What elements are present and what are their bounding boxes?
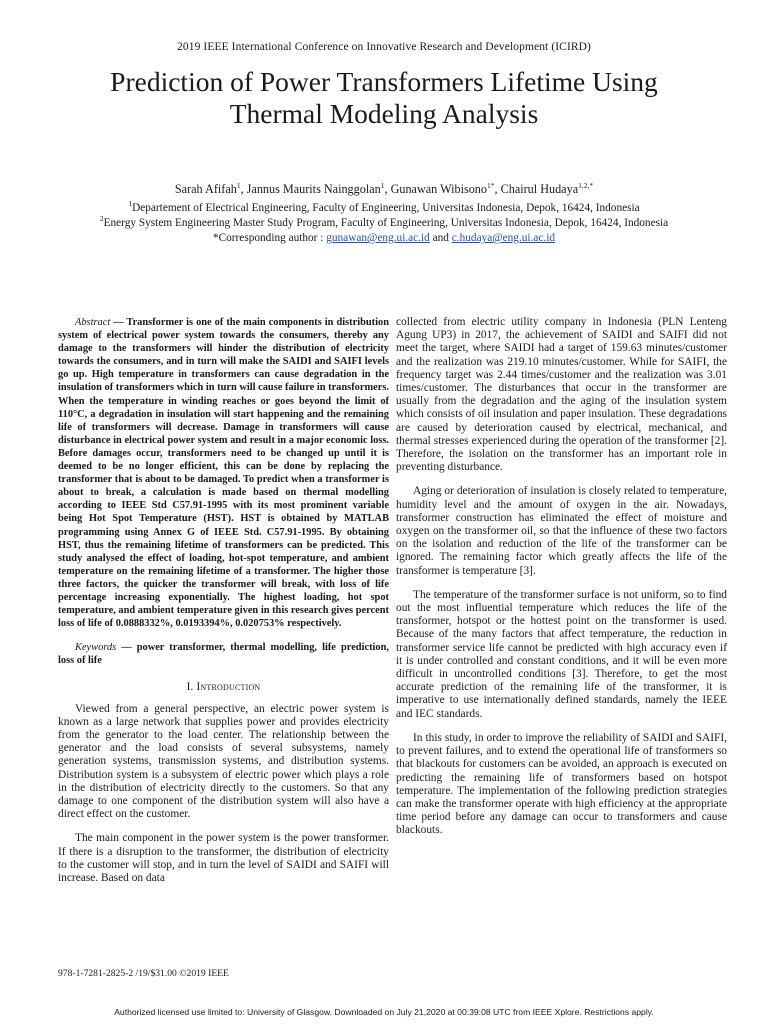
right-column	[396, 316, 727, 838]
corresponding-prefix: *Corresponding author :	[212, 232, 327, 244]
body-paragraph: Viewed from a general perspective, an electric power system is known as a large network that supplies power and provides electricity from the generator to the load center. The relationship between the generator and the load consists of several subsystems, namely generation systems, transmission systems, and distribution systems. Distribution system is a subsystem of electric power which plays a role in the distribution of electricity directly to the customers. So that any damage to one component of the distribution system will also have a direct effect on the customer.	[58, 702, 389, 821]
author-sup: 1,2,*	[578, 180, 594, 190]
affiliation-sup: 1	[128, 199, 133, 209]
body-paragraph: Aging or deterioration of insulation is closely related to temperature, humidity level and the amount of oxygen in the air. Nowadays, transformer construction has eliminated the effect of moisture and oxygen on the transformer oil, so that the influence of these two factors on the isolation and reduction of the life of the transformer can be ignored. The remaining factor which greatly affects the life of the transformer is temperature [3].	[396, 485, 727, 577]
corresponding-and: and	[429, 232, 452, 244]
conference-header: 2019 IEEE International Conference on Innovative Research and Development (ICIRD)	[177, 41, 591, 53]
affiliation-1	[0, 201, 768, 215]
body-paragraph: The main component in the power system is the power transformer. If there is a disruption to the transformer, the distribution of electricity to the customer will stop, and in turn the level of SAIDI and SAIFI will increase. Based on data	[58, 832, 389, 885]
corresponding-author	[0, 231, 768, 245]
author-name: Sarah Afifah	[174, 182, 237, 196]
left-column	[58, 316, 389, 885]
abstract-label: Abstract	[75, 317, 111, 328]
affiliation-sup: 2	[99, 214, 104, 224]
author-name: Chairul Hudaya	[500, 182, 579, 196]
author-list: Sarah Afifah$^1$, Jannus Maurits Nainggolan$^1$, Gunawan Wibisono$^{1*}$, Chairul Hudaya$^{1,2,*}$	[174, 180, 594, 196]
email-link-1[interactable]: gunawan@eng.ui.ac.id	[326, 232, 430, 244]
keywords	[58, 641, 389, 667]
affiliation-text: Departement of Electrical Engineering, Faculty of Engineering, Universitas Indonesia, Depok, 16424, Indonesia	[132, 202, 640, 214]
keywords-text: — power transformer, thermal modelling, life prediction, loss of life	[58, 642, 389, 667]
abstract-text: — Transformer is one of the main components in distribution system of electrical power system towards the consumers, thereby any damage to the transformers will hinder the distribution of electricity towards the consumers, and in turn will make the SAIDI and SAIFI levels go up. High temperature in transformers can cause degradation in the insulation of transformers which in turn will cause failure in transformers. When the temperature in winding reaches or goes beyond the limit of 110°C, a degradation in insulation will start happening and the remaining life of transformers will decrease. Damage in transformers will cause disturbance in electrical power system and result in a major economic loss. Before damages occur, transformers need to be changed up until it is deemed to be no longer efficient, this can be done by replacing the transformer that is about to be damaged. To predict when a transformer is about to break, a calculation is made based on thermal modelling according to IEEE Std C57.91-1995 with its most prominent variable being Hot Spot Temperature (HST). HST is obtained by MATLAB programming using Annex G of IEEE Std. C57.91-1995. By obtaining HST, thus the remaining lifetime of transformers can be predicted. This study analysed the effect of loading, hot-spot temperature, and ambient temperature on the remaining lifetime of a transformer. The higher those three factors, the quicker the transformer will break, with loss of life percentage increasing exponentially. The highest loading, hot spot temperature, and ambient temperature given in this research gives percent loss of life of 0.0888332%, 0.0193394%, 0.020753% respectively.	[58, 317, 389, 630]
body-paragraph: collected from electric utility company in Indonesia (PLN Lenteng Agung UP3) in 2017, the achievement of SAIDI and SAIFI did not meet the target, where SAIDI had a target of 159.63 minutes/customer and the realization was 219.10 minutes/customer. While for SAIFI, the frequency target was 2.44 times/customer and the realization was 3.01 times/customer. The disturbances that occur in the transformer are usually from the degradation and the aging of the insulation system which consists of oil insulation and paper insulation. These degradations are caused by deterioration caused by electrical, mechanical, and thermal stresses experienced during the operation of the transformer [2]. Therefore, the isolation on the transformer has an important role in preventing disturbance.	[396, 316, 727, 474]
email-link-2[interactable]: c.hudaya@eng.ui.ac.id	[451, 232, 556, 244]
affiliation-text: Energy System Engineering Master Study Program, Faculty of Engineering, Universitas Indonesia, Depok, 16424, Indonesia	[103, 217, 669, 229]
author-sup: 1	[380, 180, 385, 190]
title-line-1: Prediction of Power Transformers Lifetime Using	[110, 66, 658, 97]
paper-title	[40, 66, 728, 130]
title-line-2: Thermal Modeling Analysis	[229, 98, 539, 129]
author-name: Gunawan Wibisono	[390, 182, 487, 196]
author-sup: 1	[236, 180, 241, 190]
keywords-label: Keywords	[75, 642, 117, 654]
body-paragraph: The temperature of the transformer surface is not uniform, so to find out the most influential temperature which reduces the life of the transformer, hotspot or the hottest point on the transformer is used. Because of the many factors that affect temperature, the reduction in transformer service life cannot be predicted with high accuracy even if it is under controlled and constant conditions, and it will be even more difficult in uncontrolled conditions [3]. Therefore, to get the most accurate prediction of the remaining life of the transformer, it is imperative to use internationally defined standards, namely the IEEE and IEC standards.	[396, 588, 727, 720]
body-paragraph: In this study, in order to improve the reliability of SAIDI and SAIFI, to prevent failures, and to extend the operational life of transformers so that blackouts for customers can be avoided, an approach is executed on predicting the remaining life of transformers based on hotspot temperature. The implementation of the following prediction strategies can make the transformer operate with high efficiency at the appropriate time period before any damage can occur to transformers and cause blackouts.	[396, 731, 727, 837]
author-sup: 1*	[487, 180, 495, 190]
affiliation-2	[0, 216, 768, 230]
abstract	[58, 316, 389, 630]
copyright-notice: 978-1-7281-2825-2 /19/$31.00 ©2019 IEEE	[58, 968, 229, 979]
license-footer: Authorized licensed use limited to: University of Glasgow. Downloaded on July 21,2020 at 00:39:08 UTC from IEEE Xplore. Restrictions apply.	[114, 1007, 654, 1017]
author-name: Jannus Maurits Nainggolan	[246, 182, 381, 196]
section-heading-introduction: I. Introduction	[186, 681, 261, 694]
